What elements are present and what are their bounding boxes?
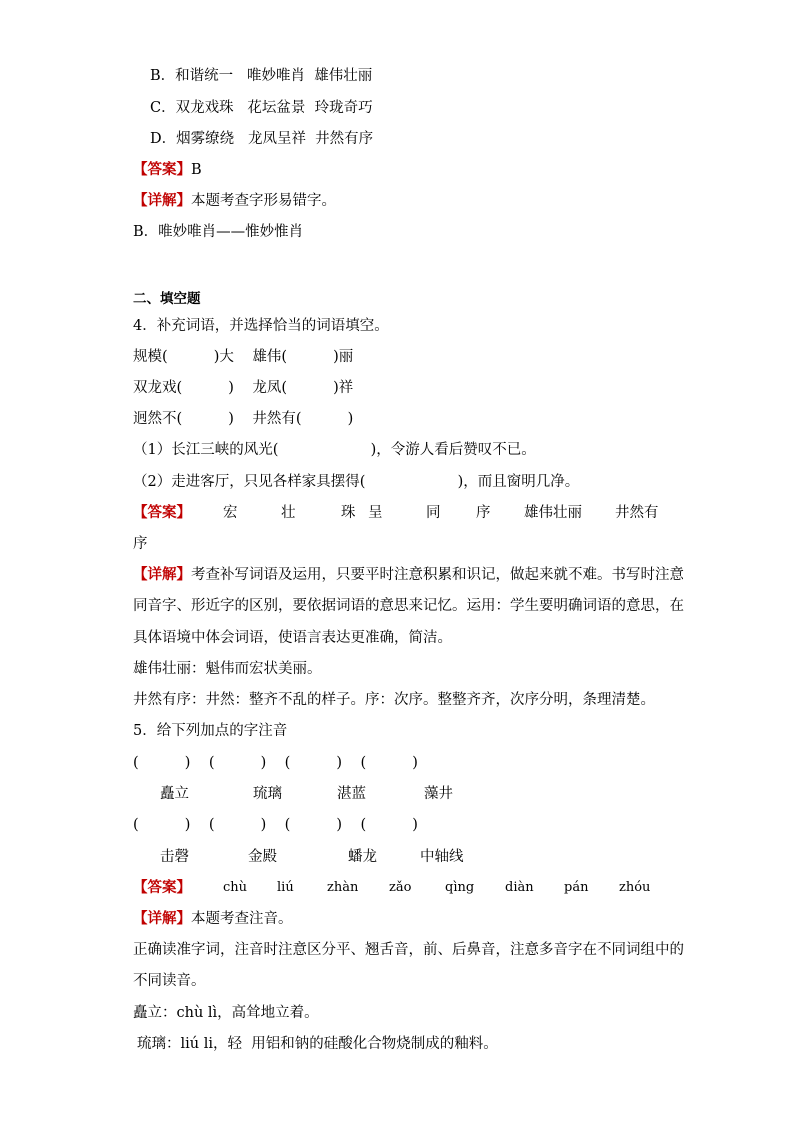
- q4-answer-1: 宏: [223, 505, 238, 521]
- q4-row1: 规模( )大 雄伟( )丽: [133, 349, 354, 365]
- q5-word-4: 藻井: [424, 786, 453, 802]
- q3-correction: B．唯妙唯肖——惟妙惟肖: [133, 224, 304, 240]
- q5-definition1: 矗立：chù lì，高耸地立着。: [133, 1005, 319, 1021]
- q4-sentence2: （2）走进客厅，只见各样家具摆得( )，而且窗明几净。: [133, 474, 580, 490]
- q5-word-5: 击磬: [160, 849, 189, 865]
- q4-definition2: 井然有序：井然：整齐不乱的样子。序：次序。整整齐齐，次序分明，条理清楚。: [133, 692, 655, 708]
- q5-word-7: 蟠龙: [348, 849, 377, 865]
- q5-answer-1: chù: [223, 880, 248, 895]
- q5-answer-7: pán: [564, 880, 589, 895]
- q4-answer-wrap: 序: [133, 536, 148, 552]
- q4-answer-6: 序: [476, 505, 491, 521]
- q5-answer-5: qìng: [445, 880, 475, 895]
- q5-word-6: 金殿: [248, 849, 277, 865]
- q4-detail-line2: 同音字、形近字的区别，要依据词语的意思来记忆。运用：学生要明确词语的意思，在: [133, 598, 684, 614]
- q3-detail-line: [133, 191, 336, 211]
- q5-answer-tag: 【答案】: [133, 879, 191, 896]
- q4-row3: 迥然不( ) 井然有( ): [133, 411, 354, 427]
- q5-answer-6: diàn: [505, 880, 534, 895]
- q5-stem: 5．给下列加点的字注音: [133, 723, 288, 739]
- q3-detail: 本题考查字形易错字。: [191, 193, 336, 209]
- q5-word-2: 琉璃: [253, 786, 282, 802]
- q5-detail-line: [133, 909, 293, 929]
- q5-answer-8: zhóu: [619, 880, 651, 895]
- q5-definition2: 琉璃：liú li，轻 用铝和钠的硅酸化合物烧制成的釉料。: [137, 1036, 498, 1052]
- q4-answer-8: 井然有: [615, 505, 659, 521]
- option-b: B．和谐统一 唯妙唯肖 雄伟壮丽: [150, 68, 373, 84]
- detail-tag: 【详解】: [133, 566, 191, 583]
- q4-definition1: 雄伟壮丽：魁伟而宏状美丽。: [133, 661, 322, 677]
- q4-detail-text1: 考查补写词语及运用，只要平时注意积累和识记，做起来就不难。书写时注意: [191, 567, 684, 583]
- q5-word-8: 中轴线: [420, 849, 464, 865]
- q5-word-3: 湛蓝: [337, 786, 366, 802]
- q4-answer-tag: 【答案】: [133, 504, 191, 521]
- q4-answer-4: 呈: [368, 505, 383, 521]
- section-title: 二、填空题: [133, 291, 201, 307]
- q3-answer: B: [191, 162, 202, 178]
- q5-detail: 本题考查注音。: [191, 911, 293, 927]
- q5-note1: 正确读准字词，注音时注意区分平、翘舌音，前、后鼻音，注意多音字在不同词组中的: [133, 942, 684, 958]
- q5-paren-row2: ( ) ( ) ( ) ( ): [133, 817, 418, 833]
- detail-tag: 【详解】: [133, 910, 191, 927]
- q4-answer-7: 雄伟壮丽: [524, 505, 582, 521]
- q5-word-1: 矗立: [160, 786, 189, 802]
- q4-answer-5: 同: [426, 505, 441, 521]
- q4-sentence1: （1）长江三峡的风光( )，令游人看后赞叹不已。: [133, 442, 536, 458]
- detail-tag: 【详解】: [133, 192, 191, 209]
- q4-stem: 4．补充词语，并选择恰当的词语填空。: [133, 318, 389, 334]
- q5-note2: 不同读音。: [133, 973, 206, 989]
- q5-paren-row1: ( ) ( ) ( ) ( ): [133, 755, 418, 771]
- q4-row2: 双龙戏( ) 龙凤( )祥: [133, 380, 354, 396]
- q5-answer-2: liú: [277, 880, 294, 895]
- q5-answer-3: zhàn: [327, 880, 359, 895]
- option-c: C．双龙戏珠 花坛盆景 玲珑奇巧: [150, 100, 373, 116]
- q5-answer-4: zǎo: [389, 880, 412, 895]
- q4-detail-line3: 具体语境中体会词语，使语言表达更准确，简洁。: [133, 630, 452, 646]
- q4-detail-line1: [133, 565, 684, 585]
- answer-tag: 【答案】: [133, 161, 191, 178]
- q4-answer-2: 壮: [281, 505, 296, 521]
- q4-answer-3: 珠: [341, 505, 356, 521]
- option-d: D．烟雾缭绕 龙凤呈祥 井然有序: [150, 131, 374, 147]
- q3-answer-line: [133, 160, 202, 180]
